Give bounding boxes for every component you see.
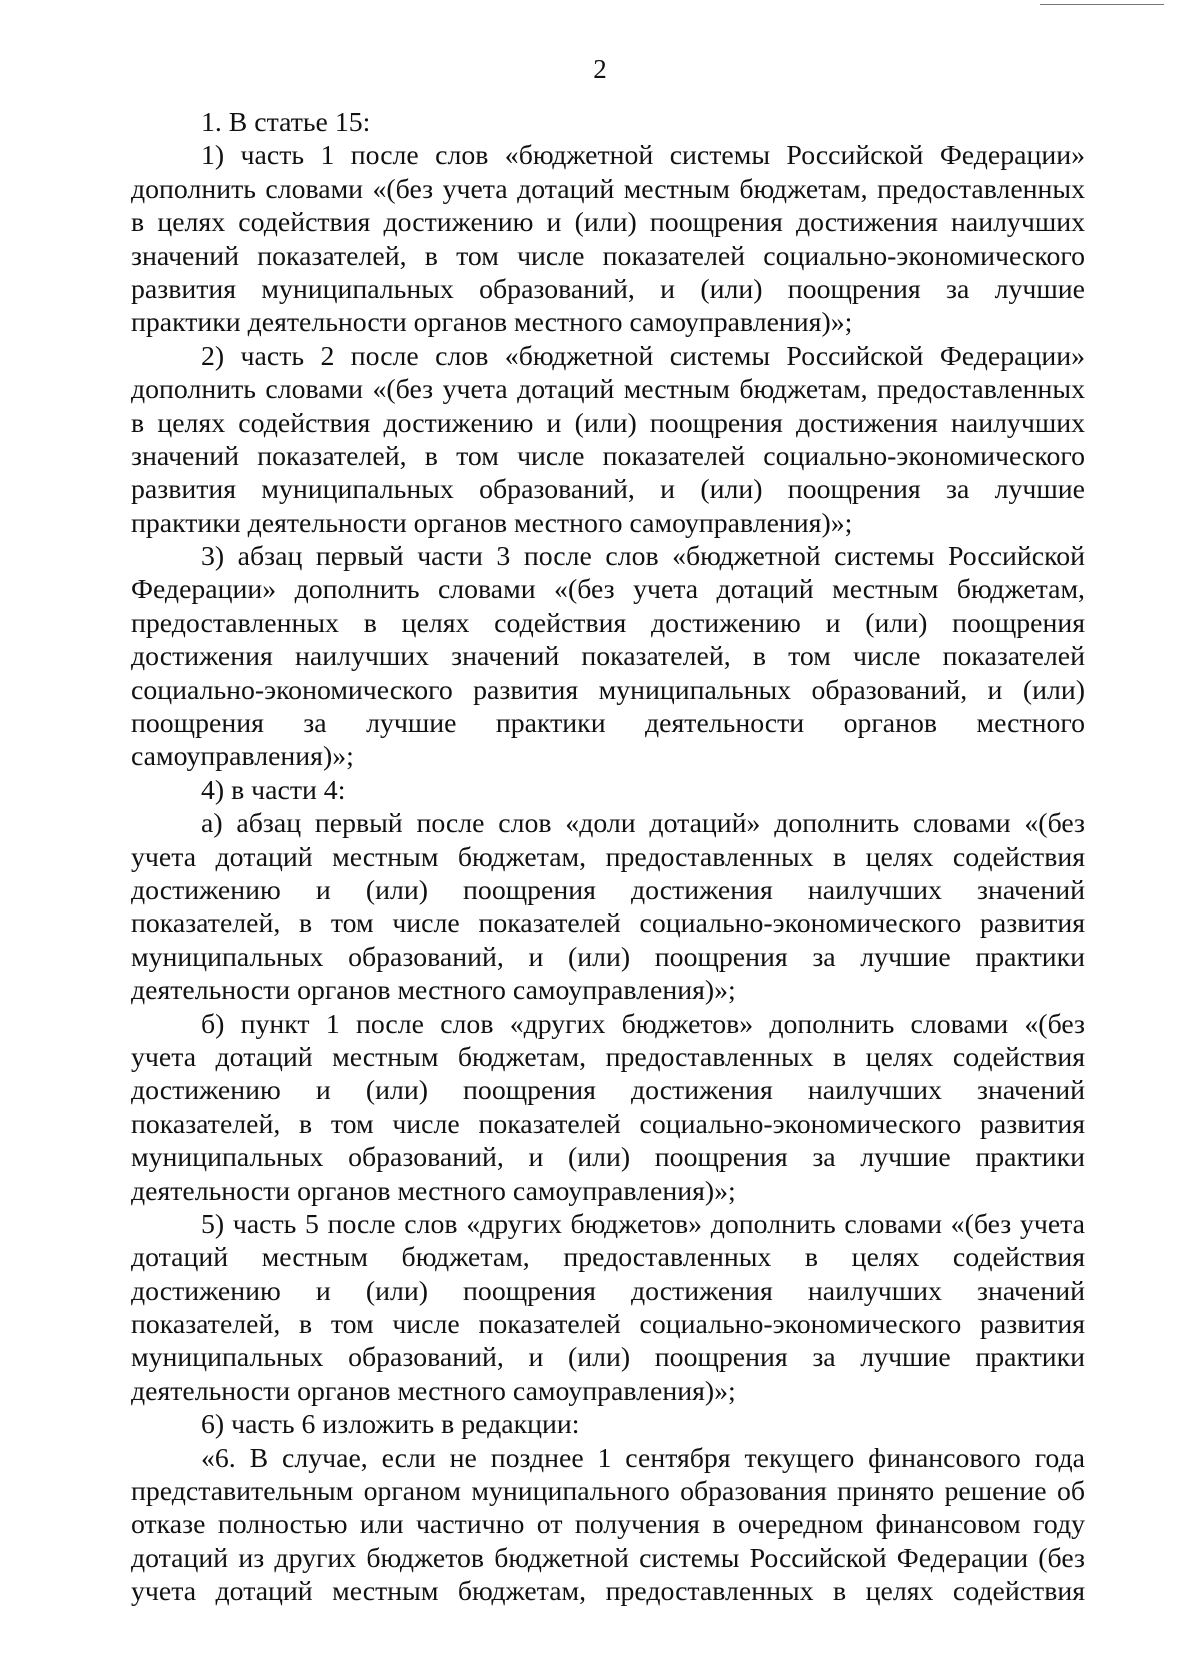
text-line: достижения наилучших значений показателей, в том числе показателей bbox=[131, 641, 1085, 673]
text-line: а) абзац первый после слов «доли дотаций» дополнить словами «(без bbox=[201, 808, 1085, 840]
text-line: в целях содействия достижению и (или) поощрения достижения наилучших bbox=[131, 207, 1085, 239]
text-line: развития муниципальных образований, и (или) поощрения за лучшие bbox=[131, 474, 1085, 506]
text-line: в целях содействия достижению и (или) поощрения достижения наилучших bbox=[131, 407, 1085, 439]
text-line: 6) часть 6 изложить в редакции: bbox=[201, 1409, 580, 1441]
text-line: муниципальных образований, и (или) поощрения за лучшие практики bbox=[131, 941, 1085, 973]
text-line: практики деятельности органов местного самоуправления)»; bbox=[131, 307, 853, 339]
text-line: достижению и (или) поощрения достижения наилучших значений bbox=[131, 1075, 1085, 1107]
text-line: самоуправления)»; bbox=[131, 741, 354, 773]
text-line: деятельности органов местного самоуправления)»; bbox=[131, 1375, 736, 1407]
text-line: деятельности органов местного самоуправления)»; bbox=[131, 1175, 736, 1207]
text-line: учета дотаций местным бюджетам, предоставленных в целях содействия bbox=[131, 841, 1085, 873]
page-number: 2 bbox=[593, 54, 607, 84]
text-line: предоставленных в целях содействия достижению и (или) поощрения bbox=[131, 607, 1085, 639]
text-line: 4) в части 4: bbox=[201, 774, 346, 806]
text-line: учета дотаций местным бюджетам, предоставленных в целях содействия bbox=[131, 1041, 1085, 1073]
text-line: 2) часть 2 после слов «бюджетной системы Российской Федерации» bbox=[201, 340, 1085, 372]
text-line: «6. В случае, если не позднее 1 сентября текущего финансового года bbox=[201, 1442, 1085, 1474]
text-line: деятельности органов местного самоуправления)»; bbox=[131, 975, 736, 1007]
text-line: дополнить словами «(без учета дотаций местным бюджетам, предоставленных bbox=[131, 173, 1085, 205]
text-line: отказе полностью или частично от получения в очередном финансовом году bbox=[131, 1509, 1085, 1541]
text-line: муниципальных образований, и (или) поощрения за лучшие практики bbox=[131, 1342, 1085, 1374]
text-line: значений показателей, в том числе показателей социально-экономического bbox=[131, 240, 1085, 272]
text-line: 5) часть 5 после слов «других бюджетов» дополнить словами «(без учета bbox=[201, 1208, 1085, 1240]
text-line: 1) часть 1 после слов «бюджетной системы Российской Федерации» bbox=[201, 140, 1085, 172]
text-line: социально-экономического развития муниципальных образований, и (или) bbox=[131, 674, 1085, 706]
text-line: достижению и (или) поощрения достижения наилучших значений bbox=[131, 874, 1085, 906]
text-line: показателей, в том числе показателей социально-экономического развития bbox=[131, 1108, 1085, 1140]
text-line: дотаций местным бюджетам, предоставленных в целях содействия bbox=[131, 1242, 1085, 1274]
text-line: учета дотаций местным бюджетам, предоставленных в целях содействия bbox=[131, 1576, 1085, 1608]
scan-edge-line bbox=[1040, 4, 1164, 5]
text-line: представительным органом муниципального образования принято решение об bbox=[131, 1476, 1085, 1508]
text-line: муниципальных образований, и (или) поощрения за лучшие практики bbox=[131, 1142, 1085, 1174]
text-line: практики деятельности органов местного самоуправления)»; bbox=[131, 507, 853, 539]
text-line: 3) абзац первый части 3 после слов «бюджетной системы Российской bbox=[201, 541, 1085, 573]
text-line: показателей, в том числе показателей социально-экономического развития bbox=[131, 1309, 1085, 1341]
text-line: развития муниципальных образований, и (или) поощрения за лучшие bbox=[131, 273, 1085, 305]
text-line: показателей, в том числе показателей социально-экономического развития bbox=[131, 908, 1085, 940]
text-line: Федерации» дополнить словами «(без учета дотаций местным бюджетам, bbox=[131, 574, 1085, 606]
text-line: б) пункт 1 после слов «других бюджетов» дополнить словами «(без bbox=[201, 1008, 1085, 1040]
text-line: 1. В статье 15: bbox=[201, 107, 371, 138]
text-line: поощрения за лучшие практики деятельности органов местного bbox=[131, 708, 1085, 740]
document-body bbox=[131, 106, 1085, 1609]
text-line: значений показателей, в том числе показателей социально-экономического bbox=[131, 440, 1085, 472]
text-line: дополнить словами «(без учета дотаций местным бюджетам, предоставленных bbox=[131, 374, 1085, 406]
text-line: дотаций из других бюджетов бюджетной системы Российской Федерации (без bbox=[131, 1542, 1085, 1574]
text-line: достижению и (или) поощрения достижения наилучших значений bbox=[131, 1275, 1085, 1307]
